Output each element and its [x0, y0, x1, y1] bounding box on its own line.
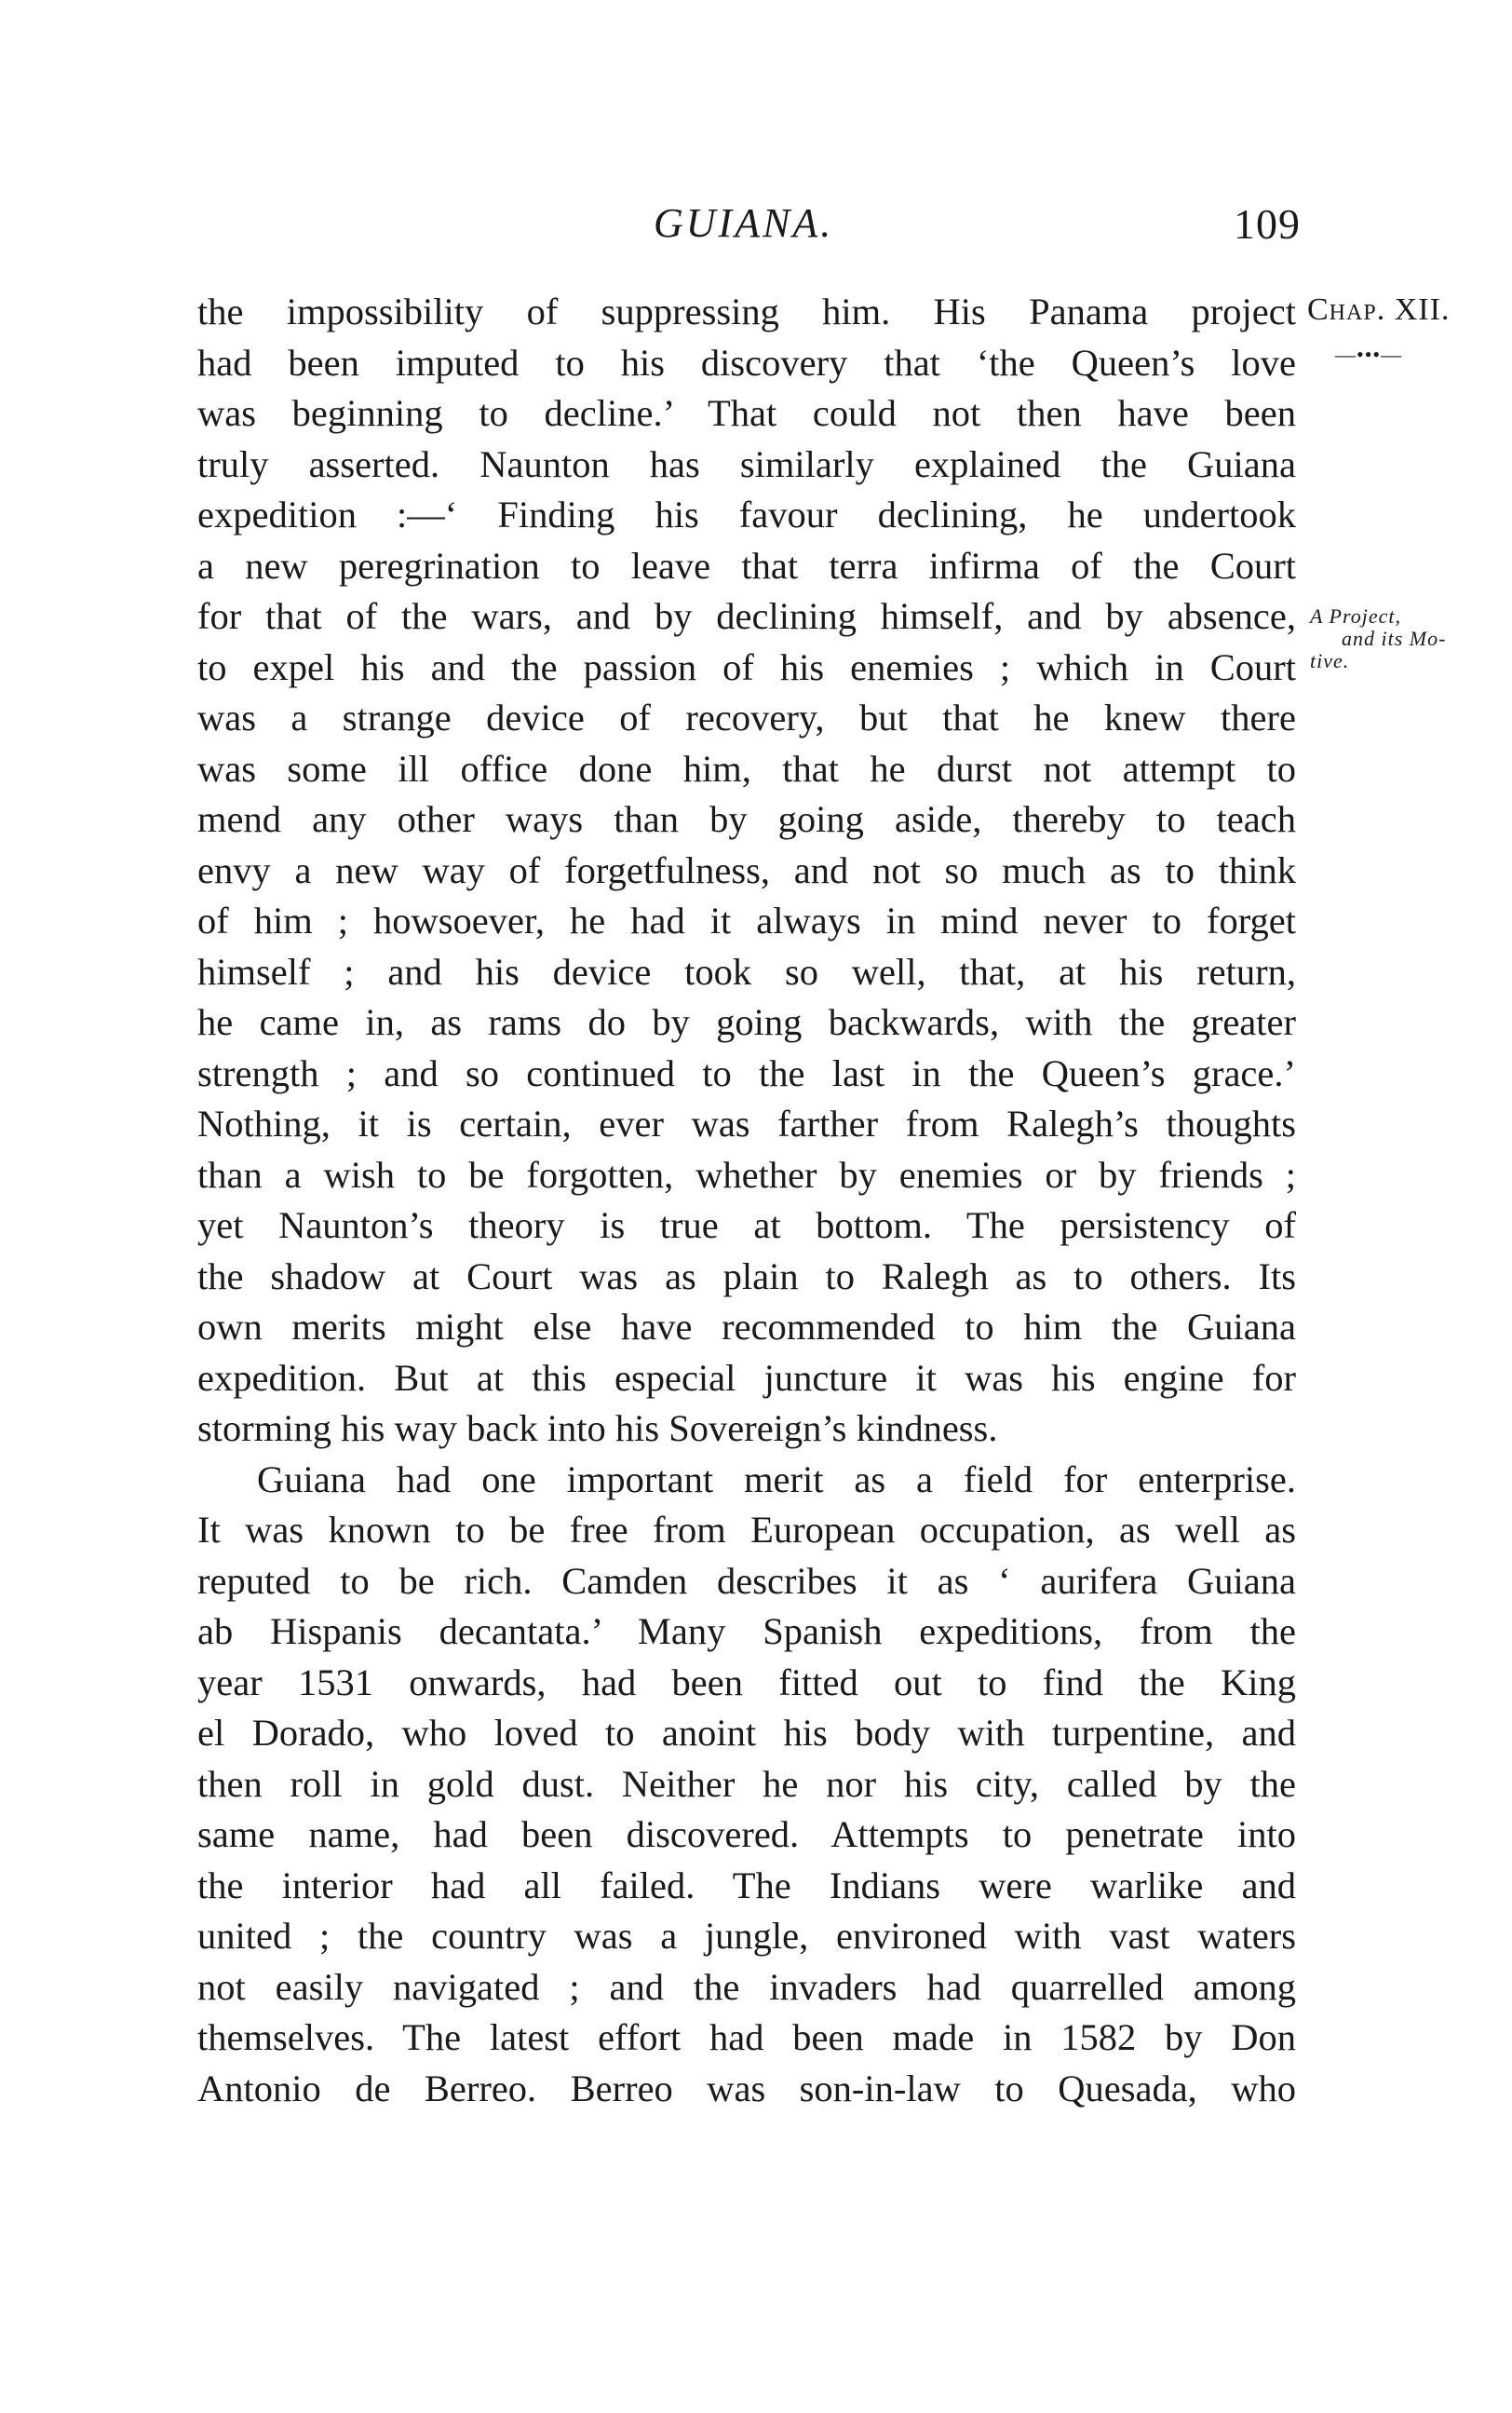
- text-line: the interior had all failed. The Indians were warlike and: [197, 1864, 1296, 1906]
- text-line: then roll in gold dust. Neither he nor his city, called by the: [197, 1762, 1296, 1805]
- text-line: themselves. The latest effort had been made in 1582 by Don: [197, 2016, 1296, 2058]
- ornament-sidenote: —•••—: [1335, 343, 1403, 366]
- text-line: same name, had been discovered. Attempts to penetrate into: [197, 1813, 1296, 1855]
- text-line: reputed to be rich. Camden describes it as ‘ aurifera Guiana: [197, 1559, 1296, 1602]
- text-line: Antonio de Berreo. Berreo was son-in-law to Quesada, who: [197, 2067, 1296, 2109]
- text-line: not easily navigated ; and the invaders had quarrelled among: [197, 1965, 1296, 2008]
- text-line: mend any other ways than by going aside, thereby to teach: [197, 798, 1296, 840]
- text-line: had been imputed to his discovery that ‘the Queen’s love: [197, 341, 1296, 384]
- text-line: ab Hispanis decantata.’ Many Spanish expeditions, from the: [197, 1610, 1296, 1652]
- margin-note-line: and its Mo-: [1342, 627, 1447, 650]
- running-title: GUIANA.: [654, 200, 834, 246]
- text-line: was some ill office done him, that he durst not attempt to: [197, 747, 1296, 790]
- paragraph-end-line: storming his way back into his Sovereign’s kindness.: [197, 1407, 998, 1449]
- text-line: united ; the country was a jungle, environed with vast waters: [197, 1915, 1296, 1957]
- text-line: own merits might else have recommended to him the Guiana: [197, 1306, 1296, 1348]
- text-line: of him ; howsoever, he had it always in mind never to forget: [197, 900, 1296, 942]
- text-line: himself ; and his device took so well, that, at his return,: [197, 950, 1296, 993]
- text-line: the impossibility of suppressing him. His Panama project: [197, 291, 1296, 332]
- margin-note: [1310, 604, 1447, 672]
- running-head: [197, 199, 1301, 264]
- text-line: expedition :—‘ Finding his favour declining, he undertook: [197, 494, 1296, 535]
- text-line: el Dorado, who loved to anoint his body with turpentine, and: [197, 1712, 1296, 1754]
- text-line: It was known to be free from European occupation, as well as: [197, 1509, 1296, 1551]
- text-line: strength ; and so continued to the last in the Queen’s grace.’: [197, 1051, 1296, 1094]
- margin-note-line: A Project,: [1310, 604, 1401, 628]
- text-line: a new peregrination to leave that terra infirma of the Court: [197, 544, 1296, 587]
- page-number: 109: [1234, 200, 1301, 248]
- text-line: yet Naunton’s theory is true at bottom. The persistency of: [197, 1204, 1296, 1246]
- chapter-sidenote: Chap. XII.: [1307, 292, 1451, 327]
- text-line: than a wish to be forgotten, whether by enemies or by friends ;: [197, 1153, 1296, 1196]
- paragraph-start-line: Guiana had one important merit as a field for enterprise.: [257, 1457, 1296, 1500]
- margin-note-line: tive.: [1310, 649, 1350, 672]
- text-line: to expel his and the passion of his enemies ; which in Court: [197, 645, 1296, 688]
- text-line: envy a new way of forgetfulness, and not so much as to think: [197, 848, 1296, 891]
- text-line: for that of the wars, and by declining himself, and by absence,: [197, 595, 1296, 637]
- text-line: expedition. But at this especial juncture it was his engine for: [197, 1356, 1296, 1399]
- text-line: he came in, as rams do by going backwards, with the greater: [197, 1001, 1296, 1043]
- text-line: was beginning to decline.’ That could not then have been: [197, 392, 1296, 434]
- body-text: [197, 287, 1296, 2114]
- text-line: year 1531 onwards, had been fitted out to find the King: [197, 1661, 1296, 1703]
- text-line: truly asserted. Naunton has similarly explained the Guiana: [197, 442, 1296, 485]
- text-line: the shadow at Court was as plain to Ralegh as to others. Its: [197, 1254, 1296, 1297]
- text-line: was a strange device of recovery, but that he knew there: [197, 697, 1296, 739]
- text-line: Nothing, it is certain, ever was farther from Ralegh’s thoughts: [197, 1103, 1296, 1145]
